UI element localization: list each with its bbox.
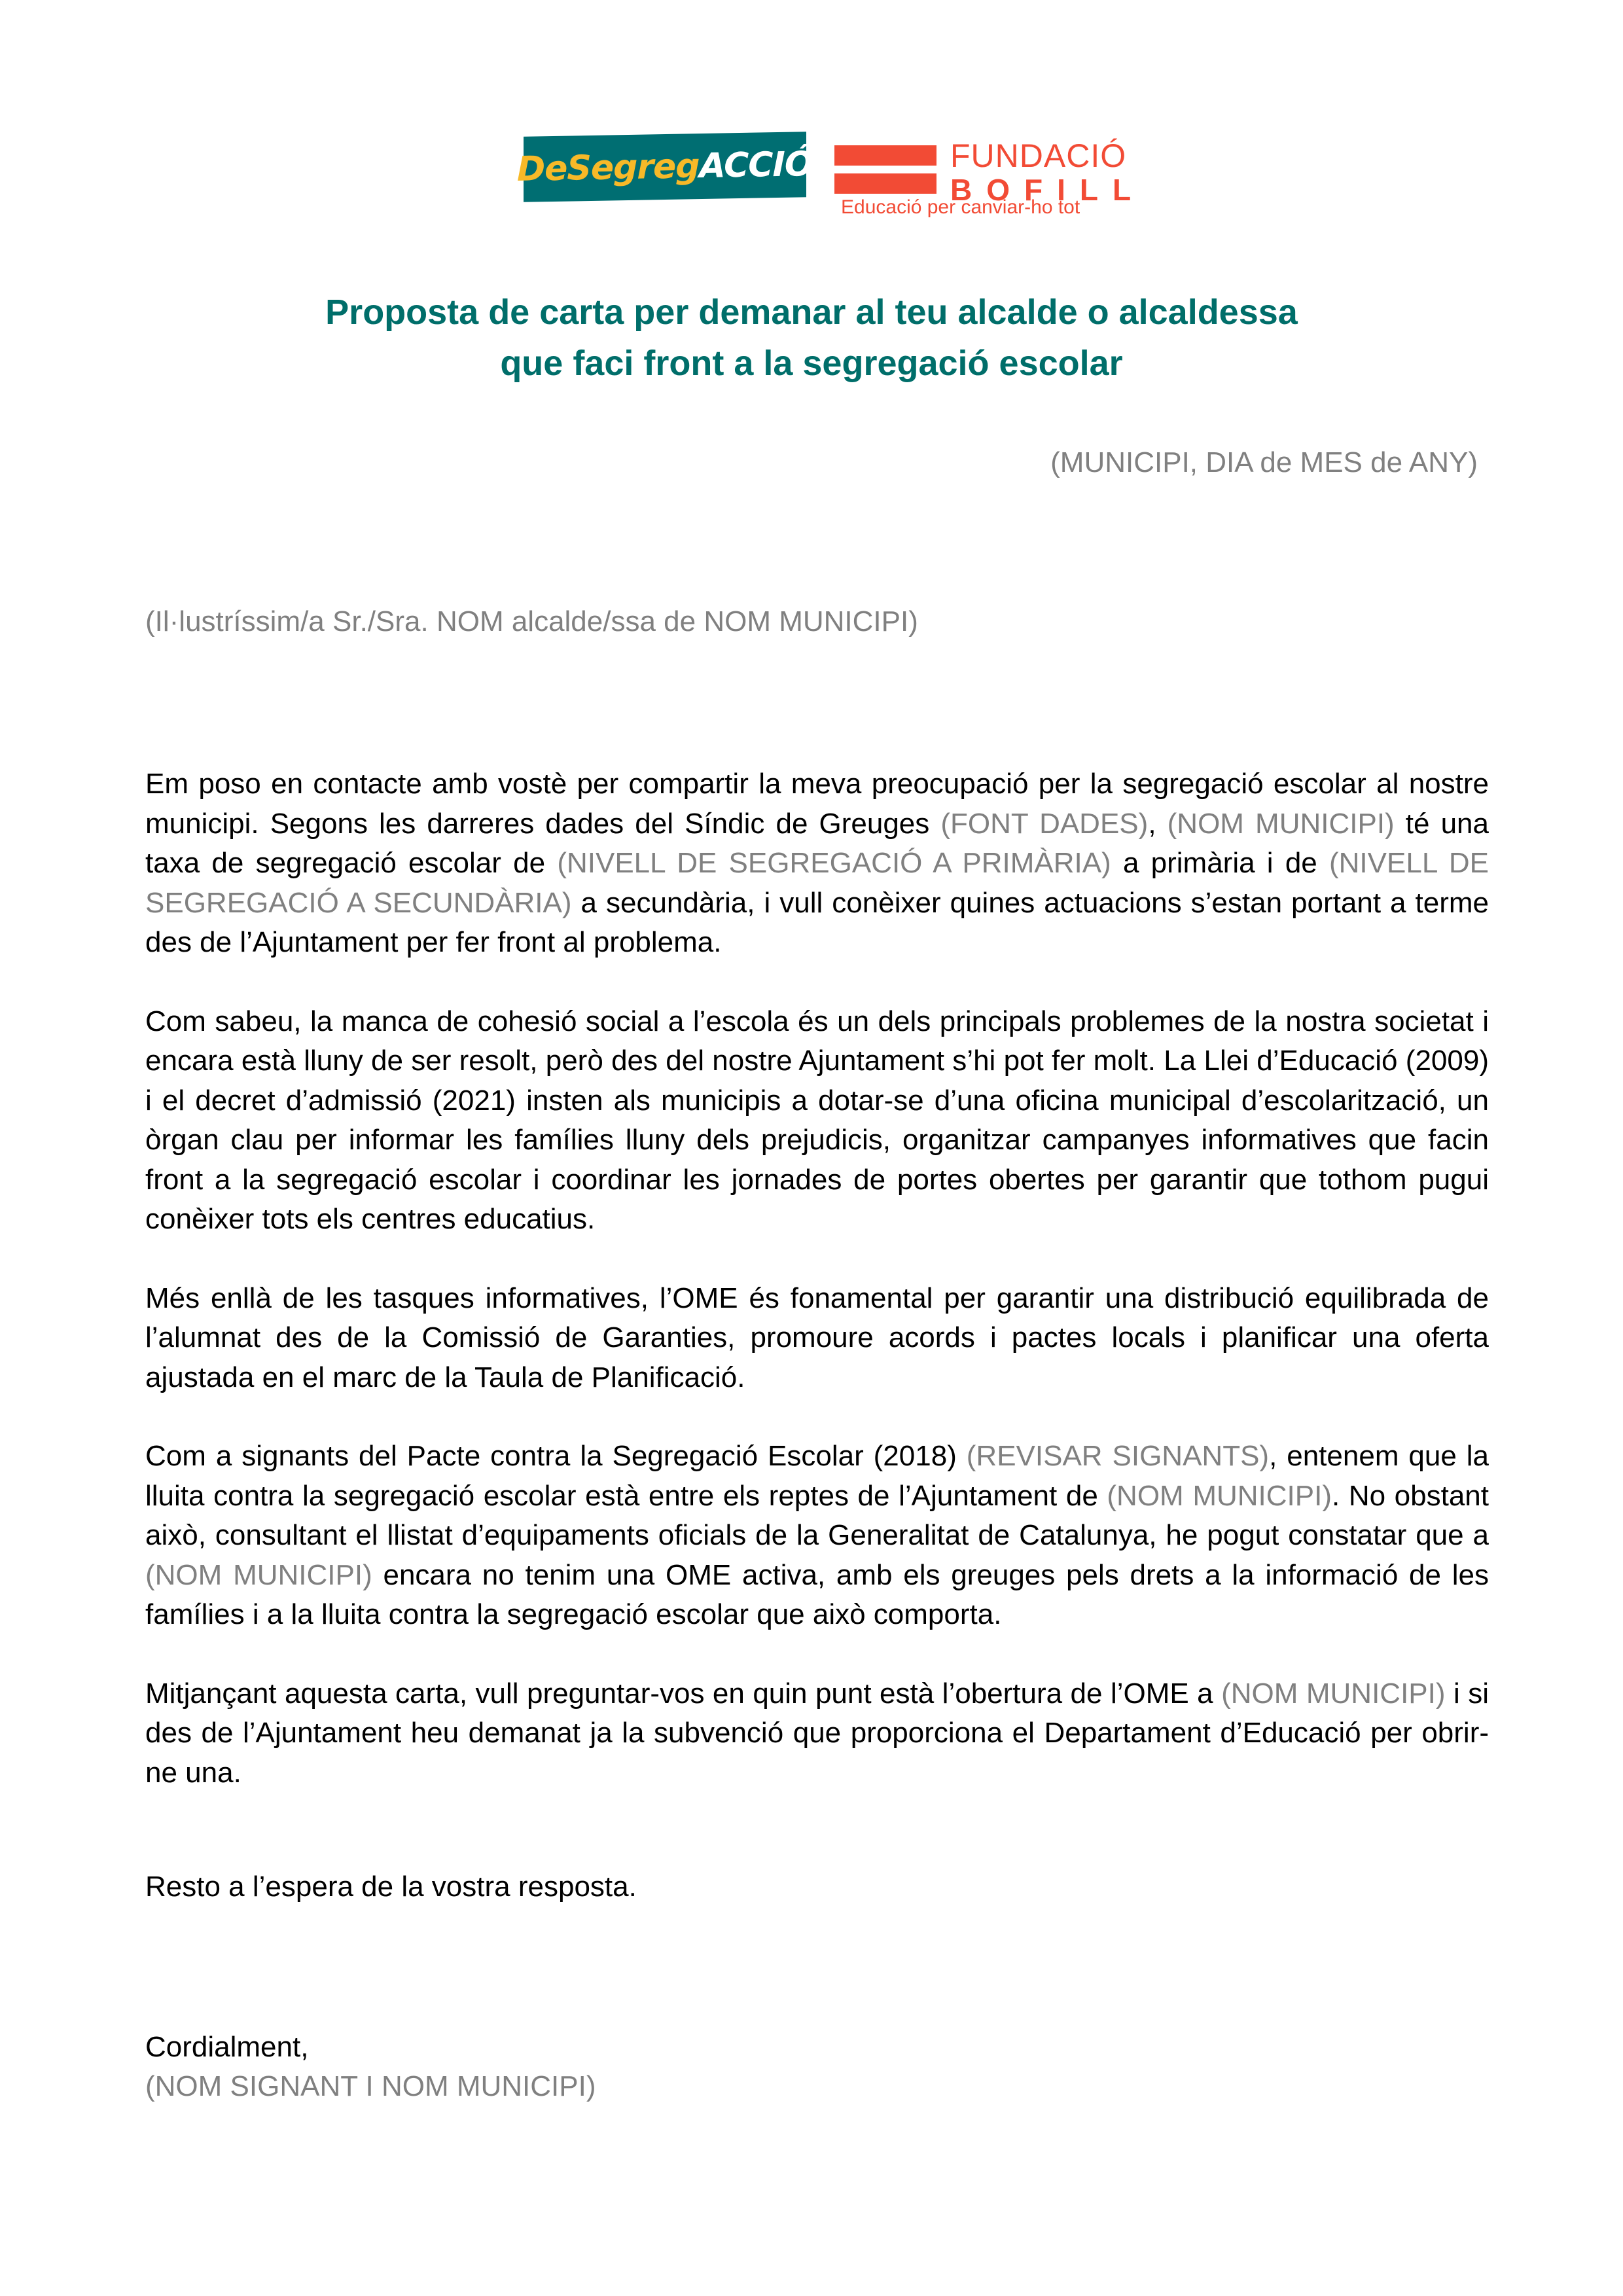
bofill-logo-mark-icon: [834, 145, 936, 202]
recipient-placeholder: (Il·lustríssim/a Sr./Sra. NOM alcalde/ssa de NOM MUNICIPI): [145, 605, 918, 637]
placeholder-field: (NOM MUNICIPI): [1107, 1479, 1332, 1512]
paragraph-text: , entenem que la lluita contra la segregació escolar està entre els reptes de l’Ajuntament de: [145, 1440, 1489, 1512]
placeholder-field: (NOM MUNICIPI): [145, 1558, 372, 1591]
placeholder-field: (NOM MUNICIPI): [1167, 807, 1395, 840]
title-line-1: Proposta de carta per demanar al teu alcalde o alcaldessa: [325, 293, 1298, 332]
bofill-bar-bottom: [834, 173, 936, 194]
logo-text-accio: ACCIÓ: [699, 145, 813, 187]
paragraph-text: Més enllà de les tasques informatives, l’OME és fonamental per garantir una distribució equilibrada de l’alumnat des de la Comissió de Garanties, promoure acords i pactes locals i planificar una oferta ajustada en el marc de la Taula de Planificació.: [145, 1282, 1489, 1393]
placeholder-field: (NIVELL DE SEGREGACIÓ A SECUNDÀRIA): [145, 847, 1489, 919]
logo-text-bofill: BOFILL: [950, 173, 1146, 207]
fundacio-bofill-logo: [950, 139, 1145, 205]
header-logos: [516, 134, 1146, 239]
paragraph-text: . No obstant això, consultant el llistat d’equipaments oficials de la Generalitat de Catalunya, he pogut constatar que a: [145, 1479, 1489, 1551]
title-line-2: que faci front a la segregació escolar: [500, 344, 1123, 383]
body-paragraph: [145, 764, 1489, 963]
body-paragraph: [145, 1279, 1489, 1398]
placeholder-field: (NOM MUNICIPI): [1221, 1677, 1446, 1710]
paragraph-text: Em poso en contacte amb vostè per compartir la meva preocupació per la segregació escolar al nostre municipi. Segons les darreres dades del Síndic de Greuges: [145, 768, 1489, 840]
page-title: [0, 287, 1623, 389]
bofill-bar-top: [834, 145, 936, 166]
body-paragraph: [145, 1002, 1489, 1240]
paragraph-text: té una taxa de segregació escolar de: [145, 807, 1489, 879]
paragraph-text: encara no tenim una OME activa, amb els greuges pels drets a la informació de les famílies i a la lluita contra la segregació escolar que això comporta.: [145, 1558, 1489, 1630]
logo-text-desegreg: DeSegreg: [516, 147, 700, 189]
signature-block: [145, 2028, 596, 2106]
desegregaccio-logo: [516, 132, 813, 202]
signature-placeholder: (NOM SIGNANT I NOM MUNICIPI): [145, 2070, 596, 2102]
closing-line: Resto a l’espera de la vostra resposta.: [145, 1871, 637, 1903]
body-paragraph: [145, 1674, 1489, 1793]
sign-off: Cordialment,: [145, 2031, 309, 2063]
bofill-tagline: Educació per canviar-ho tot: [841, 196, 1080, 218]
placeholder-field: (REVISAR SIGNANTS): [966, 1440, 1270, 1472]
paragraph-text: a primària i de: [1111, 847, 1329, 879]
paragraph-text: i si des de l’Ajuntament heu demanat ja la subvenció que proporciona el Departament d’Educació per obrir-ne una.: [145, 1677, 1489, 1789]
date-placeholder: (MUNICIPI, DIA de MES de ANY): [1050, 446, 1478, 478]
paragraph-text: a secundària, i vull conèixer quines actuacions s’estan portant a terme des de l’Ajuntament per fer front al problema.: [145, 886, 1489, 958]
letter-body: [145, 764, 1489, 1832]
logo-text-fundacio: FUNDACIÓ: [950, 137, 1127, 174]
placeholder-field: (FONT DADES): [940, 807, 1149, 840]
paragraph-text: Com a signants del Pacte contra la Segregació Escolar (2018): [145, 1440, 967, 1472]
paragraph-text: Mitjançant aquesta carta, vull preguntar-vos en quin punt està l’obertura de l’OME a: [145, 1677, 1222, 1710]
placeholder-field: (NIVELL DE SEGREGACIÓ A PRIMÀRIA): [557, 847, 1111, 879]
paragraph-text: ,: [1148, 807, 1168, 840]
body-paragraph: [145, 1437, 1489, 1635]
paragraph-text: Com sabeu, la manca de cohesió social a l’escola és un dels principals problemes de la nostra societat i encara està lluny de ser resolt, però des del nostre Ajuntament s’hi pot fer molt. La Llei d’Educació (2009) i el decret d’admissió (2021) insten als municipis a dotar-se d’una oficina municipal d’escolarització, un òrgan clau per informar les famílies lluny dels prejudicis, organitzar campanyes informatives que facin front a la segregació escolar i coordinar les jornades de portes obertes per garantir que tothom pugui conèixer tots els centres educatius.: [145, 1005, 1489, 1235]
